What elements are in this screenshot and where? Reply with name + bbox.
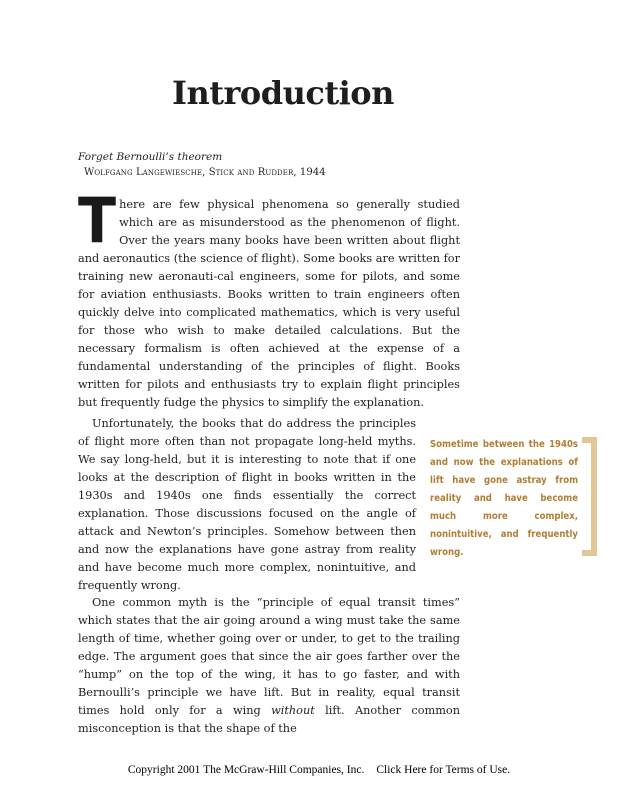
paragraph-2: Unfortunately, the books that do address the principles of flight more often than not propagate long-held myths. We say long-held, but it is interesting to note that if one looks at the description of flight in books written in the 1930s and 1940s one finds essentially the correct explanation. Those discussions focused on the angle of attack and Newton’s principles. Somehow between then and now the explanations have gone astray from reality and have become much more complex, nonintuitive, and frequently wrong.	[78, 417, 416, 592]
paragraph-3-text-b: lift. Another common misconception is that the shape of the	[78, 704, 461, 735]
footer	[0, 764, 638, 776]
drop-cap: T	[78, 184, 117, 257]
epigraph-source: Wolfgang Langewiesche, Stick and Rudder, 1944	[84, 167, 326, 178]
terms-of-use-link[interactable]: Click Here for Terms of Use.	[376, 764, 511, 776]
pullquote: Sometime between the 1940s and now the explanations of lift have gone astray from reality and have become much more complex, nonintuitive, and frequently wrong.	[426, 436, 582, 562]
epigraph-work: Stick and Rudder	[208, 167, 294, 178]
copyright-text: Copyright 2001 The McGraw-Hill Companies, Inc.	[127, 764, 365, 776]
paragraph-3-emphasis: without	[271, 704, 315, 717]
paragraph-3	[78, 594, 460, 738]
paragraph-3-text-a: One common myth is the “principle of equal transit times” which states that the air going around a wing must take the same length of time, whether going over or under, to get to the trailing edge. The argument goes that since the air goes farther over the “hump” on the top of the wing, it has to go faster, and with Bernoulli’s principle we have lift. But in reality, equal transit times hold only for a wing	[78, 596, 460, 717]
epigraph-year: , 1944	[293, 167, 326, 178]
epigraph-author: Wolfgang Langewiesche	[84, 167, 203, 178]
paragraph-1	[78, 184, 460, 412]
page-title: Introduction	[172, 74, 394, 112]
paragraph-1-text: here are few physical phenomena so generally studied which are as misunderstood as the phenomenon of flight. Over the years many books have been written about flight and aeronautics (the science of flight). Some books are written for training new aeronauti-cal engineers, some for pilots, and some for aviation enthusiasts. Books written to train engineers often quickly delve into complicated mathematics, which is very useful for those who wish to make detailed calculations. But the necessary formalism is often achieved at the expense of a fundamental understanding of the principles of flight. Books written for pilots and enthusiasts try to explain flight principles but frequently fudge the physics to simplify the explanation.	[78, 198, 460, 409]
epigraph-quote: Forget Bernoulli’s theorem	[78, 151, 223, 163]
